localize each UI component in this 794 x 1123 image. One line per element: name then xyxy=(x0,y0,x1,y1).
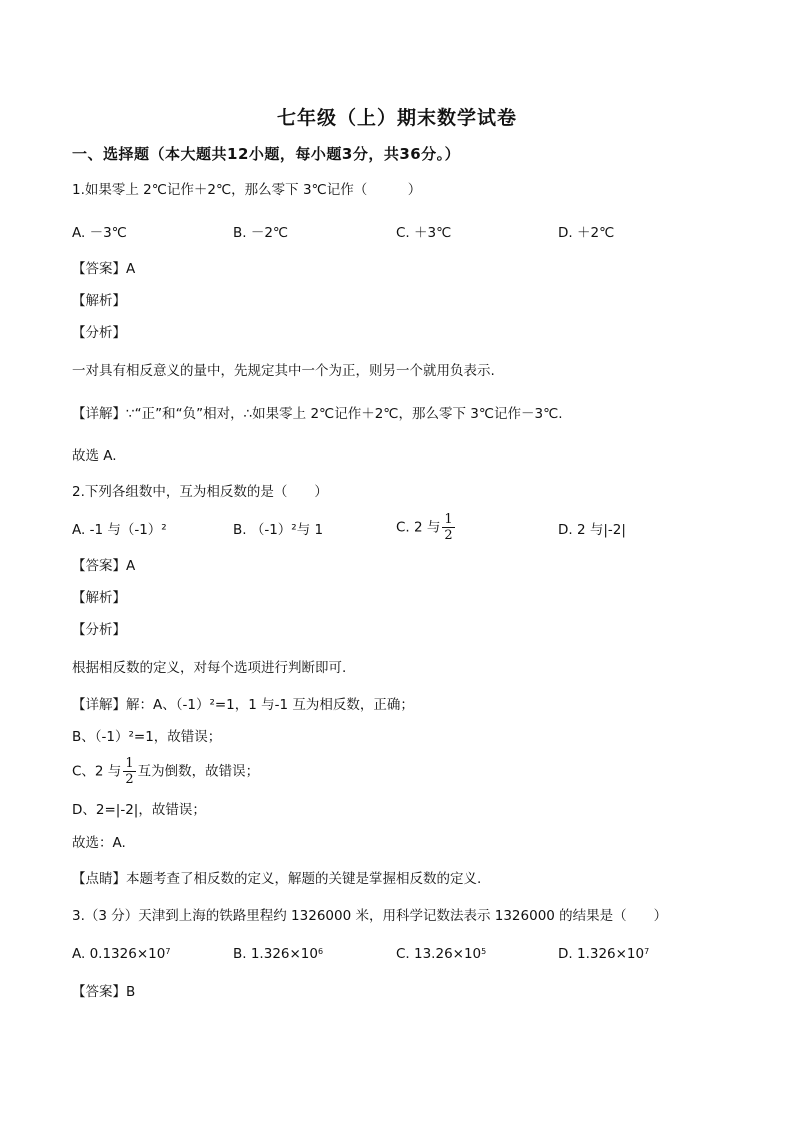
q3-option-b-base: B. 1.326×10 xyxy=(233,946,318,962)
q1-option-c: C. ＋3℃ xyxy=(396,225,452,241)
q2-fenxi-heading: 【分析】 xyxy=(72,622,126,638)
q2-detail-a: 【详解】解：A、（‐1）²=1，1 与‐1 互为相反数，正确； xyxy=(72,697,414,713)
fraction-denominator: 2 xyxy=(444,528,453,543)
q1-fenxi-heading: 【分析】 xyxy=(72,325,126,341)
q2-option-a: A. ‐1 与（‐1）² xyxy=(72,522,167,538)
q2-detail-d: D、2=|‐2|，故错误； xyxy=(72,802,206,818)
q1-analysis-heading: 【解析】 xyxy=(72,293,126,309)
q1-answer: 【答案】A xyxy=(72,261,136,277)
fraction-one-half-detail xyxy=(123,756,135,787)
q1-conclusion: 故选 A. xyxy=(72,448,117,464)
page-title: 七年级（上）期末数学试卷 xyxy=(276,107,517,129)
q3-option-a-base: A. 0.1326×10 xyxy=(72,946,166,962)
q1-fenxi-text: 一对具有相反意义的量中，先规定其中一个为正，则另一个就用负表示. xyxy=(72,363,495,379)
q3-option-a xyxy=(72,945,170,963)
q3-answer: 【答案】B xyxy=(72,984,136,1000)
q3-option-c-base: C. 13.26×10 xyxy=(396,946,482,962)
fraction-one-half xyxy=(442,512,454,543)
q2-detail-c-prefix: C、2 与 xyxy=(72,763,122,780)
q2-conclusion: 故选：A. xyxy=(72,835,126,851)
q2-detail-c-suffix: 互为倒数，故错误； xyxy=(137,763,260,780)
fraction-numerator: 1 xyxy=(444,512,453,527)
q3-option-c xyxy=(396,945,486,963)
fraction-denominator: 2 xyxy=(125,772,134,787)
q3-option-b xyxy=(233,945,323,963)
q3-option-a-exponent: 7 xyxy=(165,947,171,956)
q2-option-d: D. 2 与|‐2| xyxy=(558,522,626,538)
q1-stem: 1.如果零上 2℃记作＋2℃，那么零下 3℃记作（ ） xyxy=(72,182,422,198)
q2-detail-c xyxy=(72,756,259,787)
section-heading: 一、选择题（本大题共12小题，每小题3分，共36分。） xyxy=(72,145,461,163)
q2-detail-b: B、（‐1）²=1，故错误； xyxy=(72,729,222,745)
q3-option-d-base: D. 1.326×10 xyxy=(558,946,645,962)
q2-option-b: B. （‐1）²与 1 xyxy=(233,522,324,538)
q2-fenxi-text: 根据相反数的定义，对每个选项进行判断即可. xyxy=(72,660,347,676)
q2-analysis-heading: 【解析】 xyxy=(72,590,126,606)
q3-option-b-exponent: 6 xyxy=(317,947,324,956)
q2-answer: 【答案】A xyxy=(72,558,136,574)
q1-option-a: A. －3℃ xyxy=(72,225,127,241)
q2-dianjing: 【点睛】本题考查了相反数的定义，解题的关键是掌握相反数的定义. xyxy=(72,871,482,887)
q2-option-c-label: C. 2 与 xyxy=(396,519,441,536)
q2-option-c xyxy=(396,512,457,543)
q1-detail: 【详解】∵“正”和“负”相对，∴如果零上 2℃记作＋2℃，那么零下 3℃记作－3℃. xyxy=(72,406,563,422)
q3-option-c-exponent: 5 xyxy=(481,947,487,956)
q3-stem: 3.（3 分）天津到上海的铁路里程约 1326000 米，用科学记数法表示 1326000 的结果是（ ） xyxy=(72,908,668,924)
q3-option-d xyxy=(558,945,649,963)
q2-stem: 2.下列各组数中，互为相反数的是（ ） xyxy=(72,484,328,500)
q1-option-b: B. －2℃ xyxy=(233,225,289,241)
q3-option-d-exponent: 7 xyxy=(644,947,650,956)
q1-option-d: D. ＋2℃ xyxy=(558,225,615,241)
fraction-numerator: 1 xyxy=(125,756,134,771)
